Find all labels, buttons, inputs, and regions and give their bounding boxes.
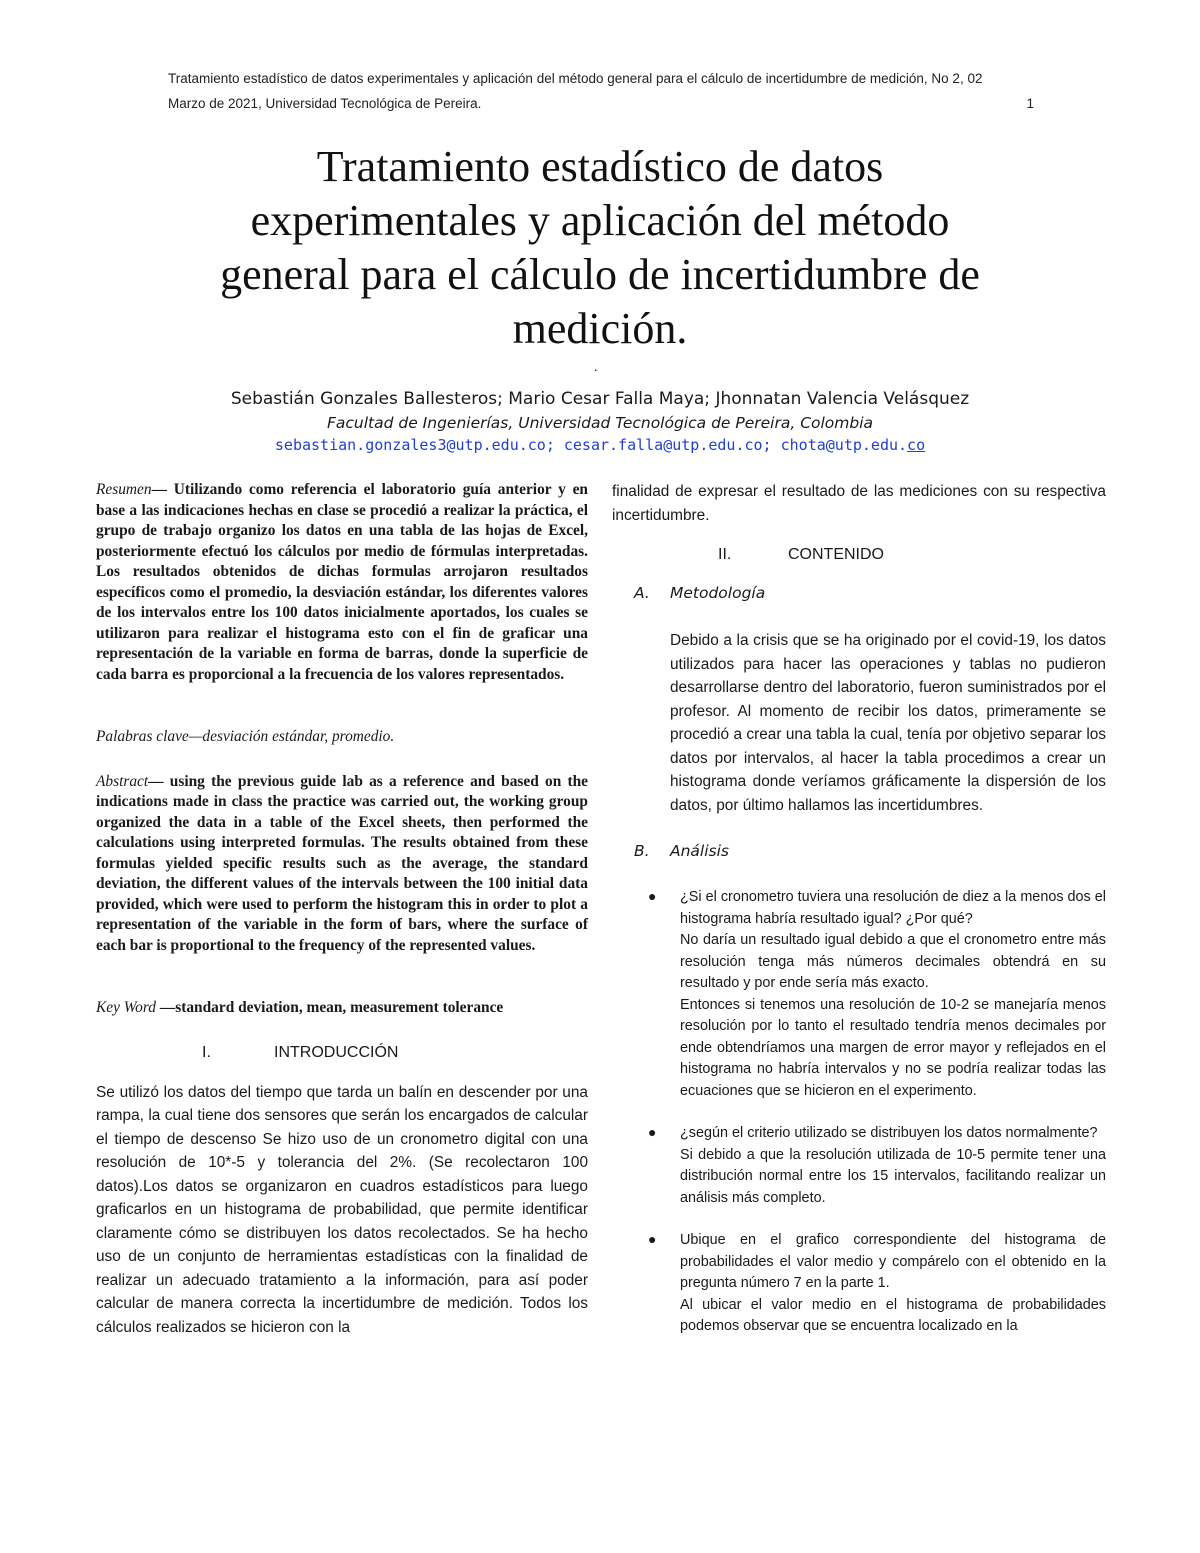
answer-text: Entonces si tenemos una resolución de 10-2 se manejaría menos resolución por lo tanto el resultado tendría menos decimales por ende obtendríamos una margen de error mayor y reflejados en el histograma no habría intervalos y no se podría realizar todas las ecuaciones que se hicieron en el experimento. <box>680 996 1106 1099</box>
title-line-1: Tratamiento estadístico de datos <box>316 142 884 191</box>
abstract-paragraph <box>96 772 588 957</box>
subsection-number: B. <box>634 842 650 860</box>
emails-main[interactable]: sebastian.gonzales3@utp.edu.co; cesar.falla@utp.edu.co; chota@utp.edu. <box>274 436 908 454</box>
section-heading-intro <box>96 1041 588 1065</box>
answer-text: No daría un resultado igual debido a que el cronometro entre más resolución tenga más números decimales obtendrá en su resultado y por ende sería más exacto. <box>680 932 1106 991</box>
palabras-clave-text: Palabras clave—desviación estándar, promedio. <box>96 728 395 745</box>
affiliation: Facultad de Ingenierías, Universidad Tecnológica de Pereira, Colombia <box>326 414 874 432</box>
running-header-line2: Marzo de 2021, Universidad Tecnológica de Pereira. <box>168 96 482 111</box>
question-text: ¿según el criterio utilizado se distribuyen los datos normalmente? <box>680 1125 1098 1141</box>
list-item <box>612 1123 1106 1209</box>
title-dot: . <box>594 360 598 375</box>
resumen-text: — Utilizando como referencia el laboratorio guía anterior y en base a las indicaciones hechas en clase se procedió a realizar la práctica, el grupo de trabajo organizo los datos en una tabla de las hojas de Excel, posteriormente efectuó los cálculos por medio de fórmulas interpretadas. Los resultados obtenidos de dichas formulas arrojaron resultados específicos como el promedio, la desviación estándar, los diferentes valores de los intervalos entre los 100 datos inicialmente aportados, los cuales se utilizaron para realizar el histograma esto con el fin de graficar una representación de la variable en forma de barras, donde la superficie de cada barra es proporcional a la frecuencia de los valores representados. <box>96 481 588 683</box>
key-word <box>96 998 588 1019</box>
answer-text: Al ubicar el valor medio en el histograma de probabilidades podemos observar que se encuentra localizado en la <box>680 1296 1106 1334</box>
section-title: CONTENIDO <box>788 546 884 563</box>
abstract-label: Abstract <box>96 772 149 790</box>
left-column <box>96 480 588 1339</box>
palabras-clave <box>96 727 588 748</box>
page-number: 1 <box>1026 96 1034 111</box>
resumen-label: Resumen <box>96 481 152 498</box>
subsection-title: Metodología <box>670 584 766 602</box>
running-header-line1: Tratamiento estadístico de datos experimentales y aplicación del método general para el cálculo de incertidumbre de medición, No 2, 02 <box>168 71 983 86</box>
subsection-number: A. <box>634 584 650 602</box>
metodologia-paragraph: Debido a la crisis que se ha originado por el covid-19, los datos utilizados para hacer las operaciones y tablas no pudieron desarrollarse dentro del laboratorio, fueron suministrados por el profesor. Al momento de recibir los datos, primeramente se procedió a crear una tabla la cual, tenía por objetivo separar los datos por intervalos, al hacer la tabla procedimos a crear un histograma donde veríamos gráficamente la dispersión de los datos, por último hallamos las incertidumbres. <box>670 632 1106 814</box>
title-line-4: medición. <box>512 304 688 353</box>
subsection-heading-analisis <box>612 839 1106 863</box>
section-heading-contenido <box>612 543 1106 567</box>
emails-tail[interactable]: co <box>907 436 926 454</box>
bullet-icon: ● <box>648 1233 657 1248</box>
emails[interactable] <box>100 434 1100 456</box>
bullet-icon: ● <box>648 890 657 905</box>
question-text: ¿Si el cronometro tuviera una resolución de diez a la menos dos el histograma habría resultado igual? ¿Por qué? <box>680 889 1106 927</box>
running-header <box>168 66 1034 116</box>
intro-continuation: finalidad de expresar el resultado de las mediciones con su respectiva incertidumbre. <box>612 483 1106 524</box>
question-text: Ubique en el grafico correspondiente del histograma de probabilidades el valor medio y compárelo con el obtenido en la pregunta número 7 en la parte 1. <box>680 1232 1106 1291</box>
list-item <box>612 1230 1106 1338</box>
paper-title <box>100 140 1100 356</box>
key-word-text: —standard deviation, mean, measurement tolerance <box>156 999 504 1016</box>
title-line-3: general para el cálculo de incertidumbre de <box>220 250 980 299</box>
subsection-heading-metodologia <box>612 581 1106 605</box>
key-word-label: Key Word <box>96 999 156 1016</box>
right-column <box>612 480 1106 1338</box>
section-number: I. <box>202 1043 211 1061</box>
answer-text: Si debido a que la resolución utilizada de 10-5 permite tener una distribución normal entre los 15 intervalos, facilitando realizar un análisis más completo. <box>680 1146 1106 1206</box>
intro-paragraph: Se utilizó los datos del tiempo que tarda un balín en descender por una rampa, la cual tiene dos sensores que serán los encargados de calcular el tiempo de descenso Se hizo uso de un cronometro digital con una resolución de 10*-5 y tolerancia del 2%. (Se recolectaron 100 datos).Los datos se organizaron en cuadros estadísticos para luego graficarlos en un histograma de probabilidad, que permite identificar claramente cómo se distribuyen los datos recolectados. Se ha hecho uso de un conjunto de herramientas estadísticas con la finalidad de realizar un adecuado tratamiento a la información, para así poder calcular de manera correcta la incertidumbre de medición. Todos los cálculos realizados se hicieron con la <box>96 1083 588 1336</box>
section-number: II. <box>718 546 732 563</box>
subsection-title: Análisis <box>670 842 729 860</box>
resumen-paragraph <box>96 480 588 685</box>
abstract-text: — using the previous guide lab as a reference and based on the indications made in class the practice was carried out, the working group organized the data in a table of the Excel sheets, then performed the calculations using interpreted formulas. The results obtained from these formulas yielded specific results such as the average, the standard deviation, the different values of the intervals between the 100 initial data provided, which were used to perform the histogram this in order to plot a representation of the variable in the form of bars, where the surface of each bar is proportional to the frequency of the represented values. <box>96 772 588 954</box>
list-item <box>612 887 1106 1102</box>
bullet-icon: ● <box>648 1126 657 1141</box>
section-title: INTRODUCCIÓN <box>274 1043 399 1061</box>
authors: Sebastián Gonzales Ballesteros; Mario Cesar Falla Maya; Jhonnatan Valencia Velásquez <box>230 389 970 409</box>
title-line-2: experimentales y aplicación del método <box>250 196 950 245</box>
